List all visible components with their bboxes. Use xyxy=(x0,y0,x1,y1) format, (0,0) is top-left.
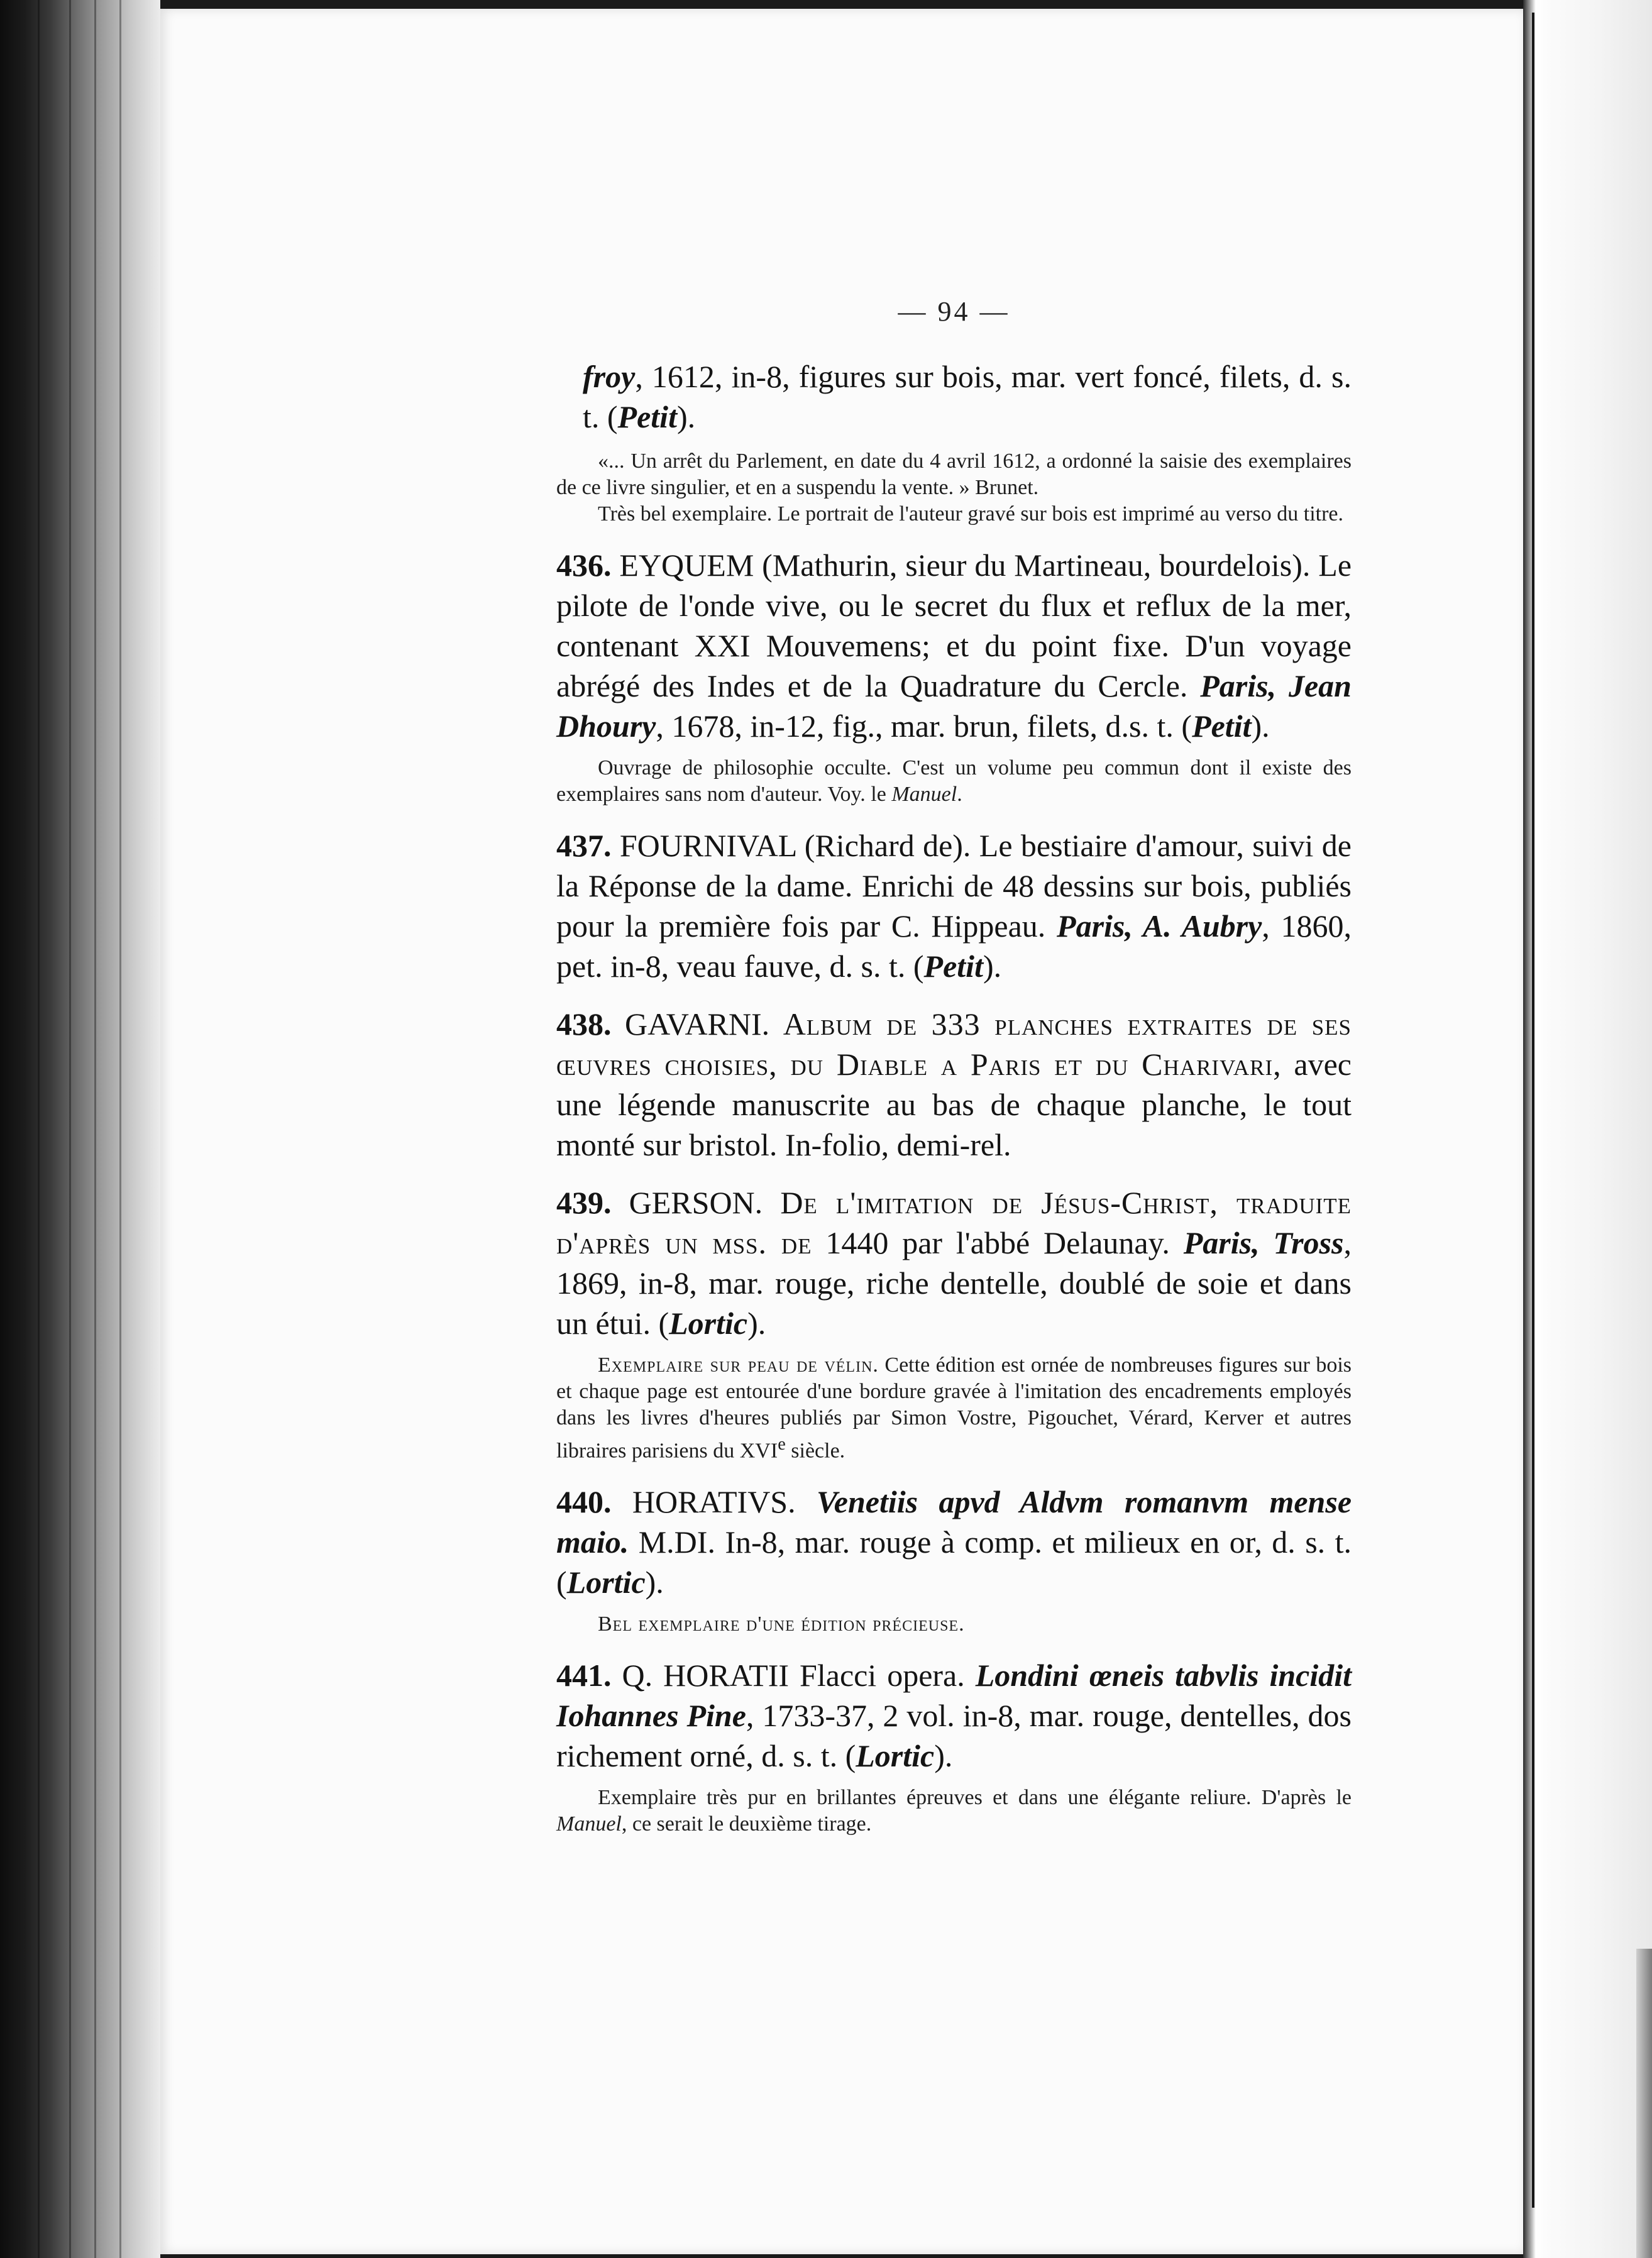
entry-number: 436. xyxy=(556,548,620,583)
entry-text xyxy=(556,545,1352,746)
entry-note: Exemplaire sur peau de vélin. Cette édition est ornée de nombreuses figures sur bois et chaque page est entourée d'une bordure gravée à l'imitation des encadrements employés dans les livres d'heures publiés par Simon Vostre, Pigouchet, Vérard, Kerver et autres libraires parisiens du XVIe siècle. xyxy=(556,1353,1352,1463)
entry-description: GERSON. De l'imitation de Jésus-Christ, traduite d'après un mss. de 1440 par l'abbé Delaunay. Paris, Tross, 1869, in-8, mar. rouge, riche dentelle, doublé de soie et dans un étui. (Lortic). xyxy=(556,1185,1352,1341)
entry-description: Q. HORATII Flacci opera. Londini œneis tabvlis incidit Iohannes Pine, 1733-37, 2 vol. in-8, mar. rouge, dentelles, dos richement orné, d. s. t. (Lortic). xyxy=(556,1658,1352,1774)
page-edge-line xyxy=(119,0,121,2258)
entry-description: HORATIVS. Venetiis apvd Aldvm romanvm mense maio. M.DI. In-8, mar. rouge à comp. et milieux en or, d. s. t. (Lortic). xyxy=(556,1484,1352,1600)
catalogue-entry xyxy=(556,1482,1352,1638)
catalogue-entry xyxy=(556,825,1352,986)
scan-left-margin xyxy=(0,0,160,2258)
entry-number: 440. xyxy=(556,1484,632,1520)
continuation-entry xyxy=(556,356,1352,527)
page-number: — 94 — xyxy=(898,296,1010,327)
page-edge-line xyxy=(38,0,40,2258)
continuation-note: Très bel exemplaire. Le portrait de l'auteur gravé sur bois est imprimé au verso du titre. xyxy=(598,502,1344,526)
page-edge-line xyxy=(94,0,96,2258)
entry-note: Ouvrage de philosophie occulte. C'est un volume peu commun dont il existe des exemplaires sans nom d'auteur. Voy. le Manuel. xyxy=(556,756,1352,806)
catalogue-entry xyxy=(556,545,1352,808)
page-content xyxy=(556,295,1352,1855)
entry-text xyxy=(556,825,1352,986)
catalogue-entry xyxy=(556,1004,1352,1165)
entry-note: Bel exemplaire d'une édition précieuse. xyxy=(598,1612,965,1636)
continuation-note: «... Un arrêt du Parlement, en date du 4 avril 1612, a ordonné la saisie des exemplaires de ce livre singulier, et en a suspendu la vente. » Brunet. xyxy=(556,449,1352,499)
entry-description: GAVARNI. Album de 333 planches extraites de ses œuvres choisies, du Diable a Paris et du Charivari, avec une légende manuscrite au bas de chaque planche, le tout monté sur bristol. In-folio, demi-rel. xyxy=(556,1006,1352,1162)
entry-text xyxy=(556,1182,1352,1343)
page-edge-line xyxy=(1532,13,1534,2208)
scan-right-margin xyxy=(1523,0,1652,2258)
entry-text xyxy=(556,1004,1352,1165)
entry-text xyxy=(556,1482,1352,1602)
continuation-text: froy, 1612, in-8, figures sur bois, mar. vert foncé, filets, d. s. t. (Petit). xyxy=(583,359,1352,434)
entry-number: 437. xyxy=(556,828,620,863)
page-edge-line xyxy=(69,0,71,2258)
book-cover-edge xyxy=(1636,1949,1652,2258)
entry-description: EYQUEM (Mathurin, sieur du Martineau, bourdelois). Le pilote de l'onde vive, ou le secret du flux et reflux de la mer, contenant XXI Mouvemens; et du point fixe. D'un voyage abrégé des Indes et de la Quadrature du Cercle. Paris, Jean Dhoury, 1678, in-12, fig., mar. brun, filets, d.s. t. (Petit). xyxy=(556,548,1352,744)
entry-text xyxy=(556,1655,1352,1776)
entry-number: 439. xyxy=(556,1185,629,1220)
catalogue-entry xyxy=(556,1655,1352,1837)
entry-number: 438. xyxy=(556,1006,625,1042)
entry-description: FOURNIVAL (Richard de). Le bestiaire d'amour, suivi de la Réponse de la dame. Enrichi de 48 dessins sur bois, publiés pour la première fois par C. Hippeau. Paris, A. Aubry, 1860, pet. in-8, veau fauve, d. s. t. (Petit). xyxy=(556,828,1352,984)
entry-note: Exemplaire très pur en brillantes épreuves et dans une élégante reliure. D'après le Manuel, ce serait le deuxième tirage. xyxy=(556,1786,1352,1836)
catalogue-entries xyxy=(556,545,1352,1837)
catalogue-entry xyxy=(556,1182,1352,1464)
entry-number: 441. xyxy=(556,1658,622,1694)
